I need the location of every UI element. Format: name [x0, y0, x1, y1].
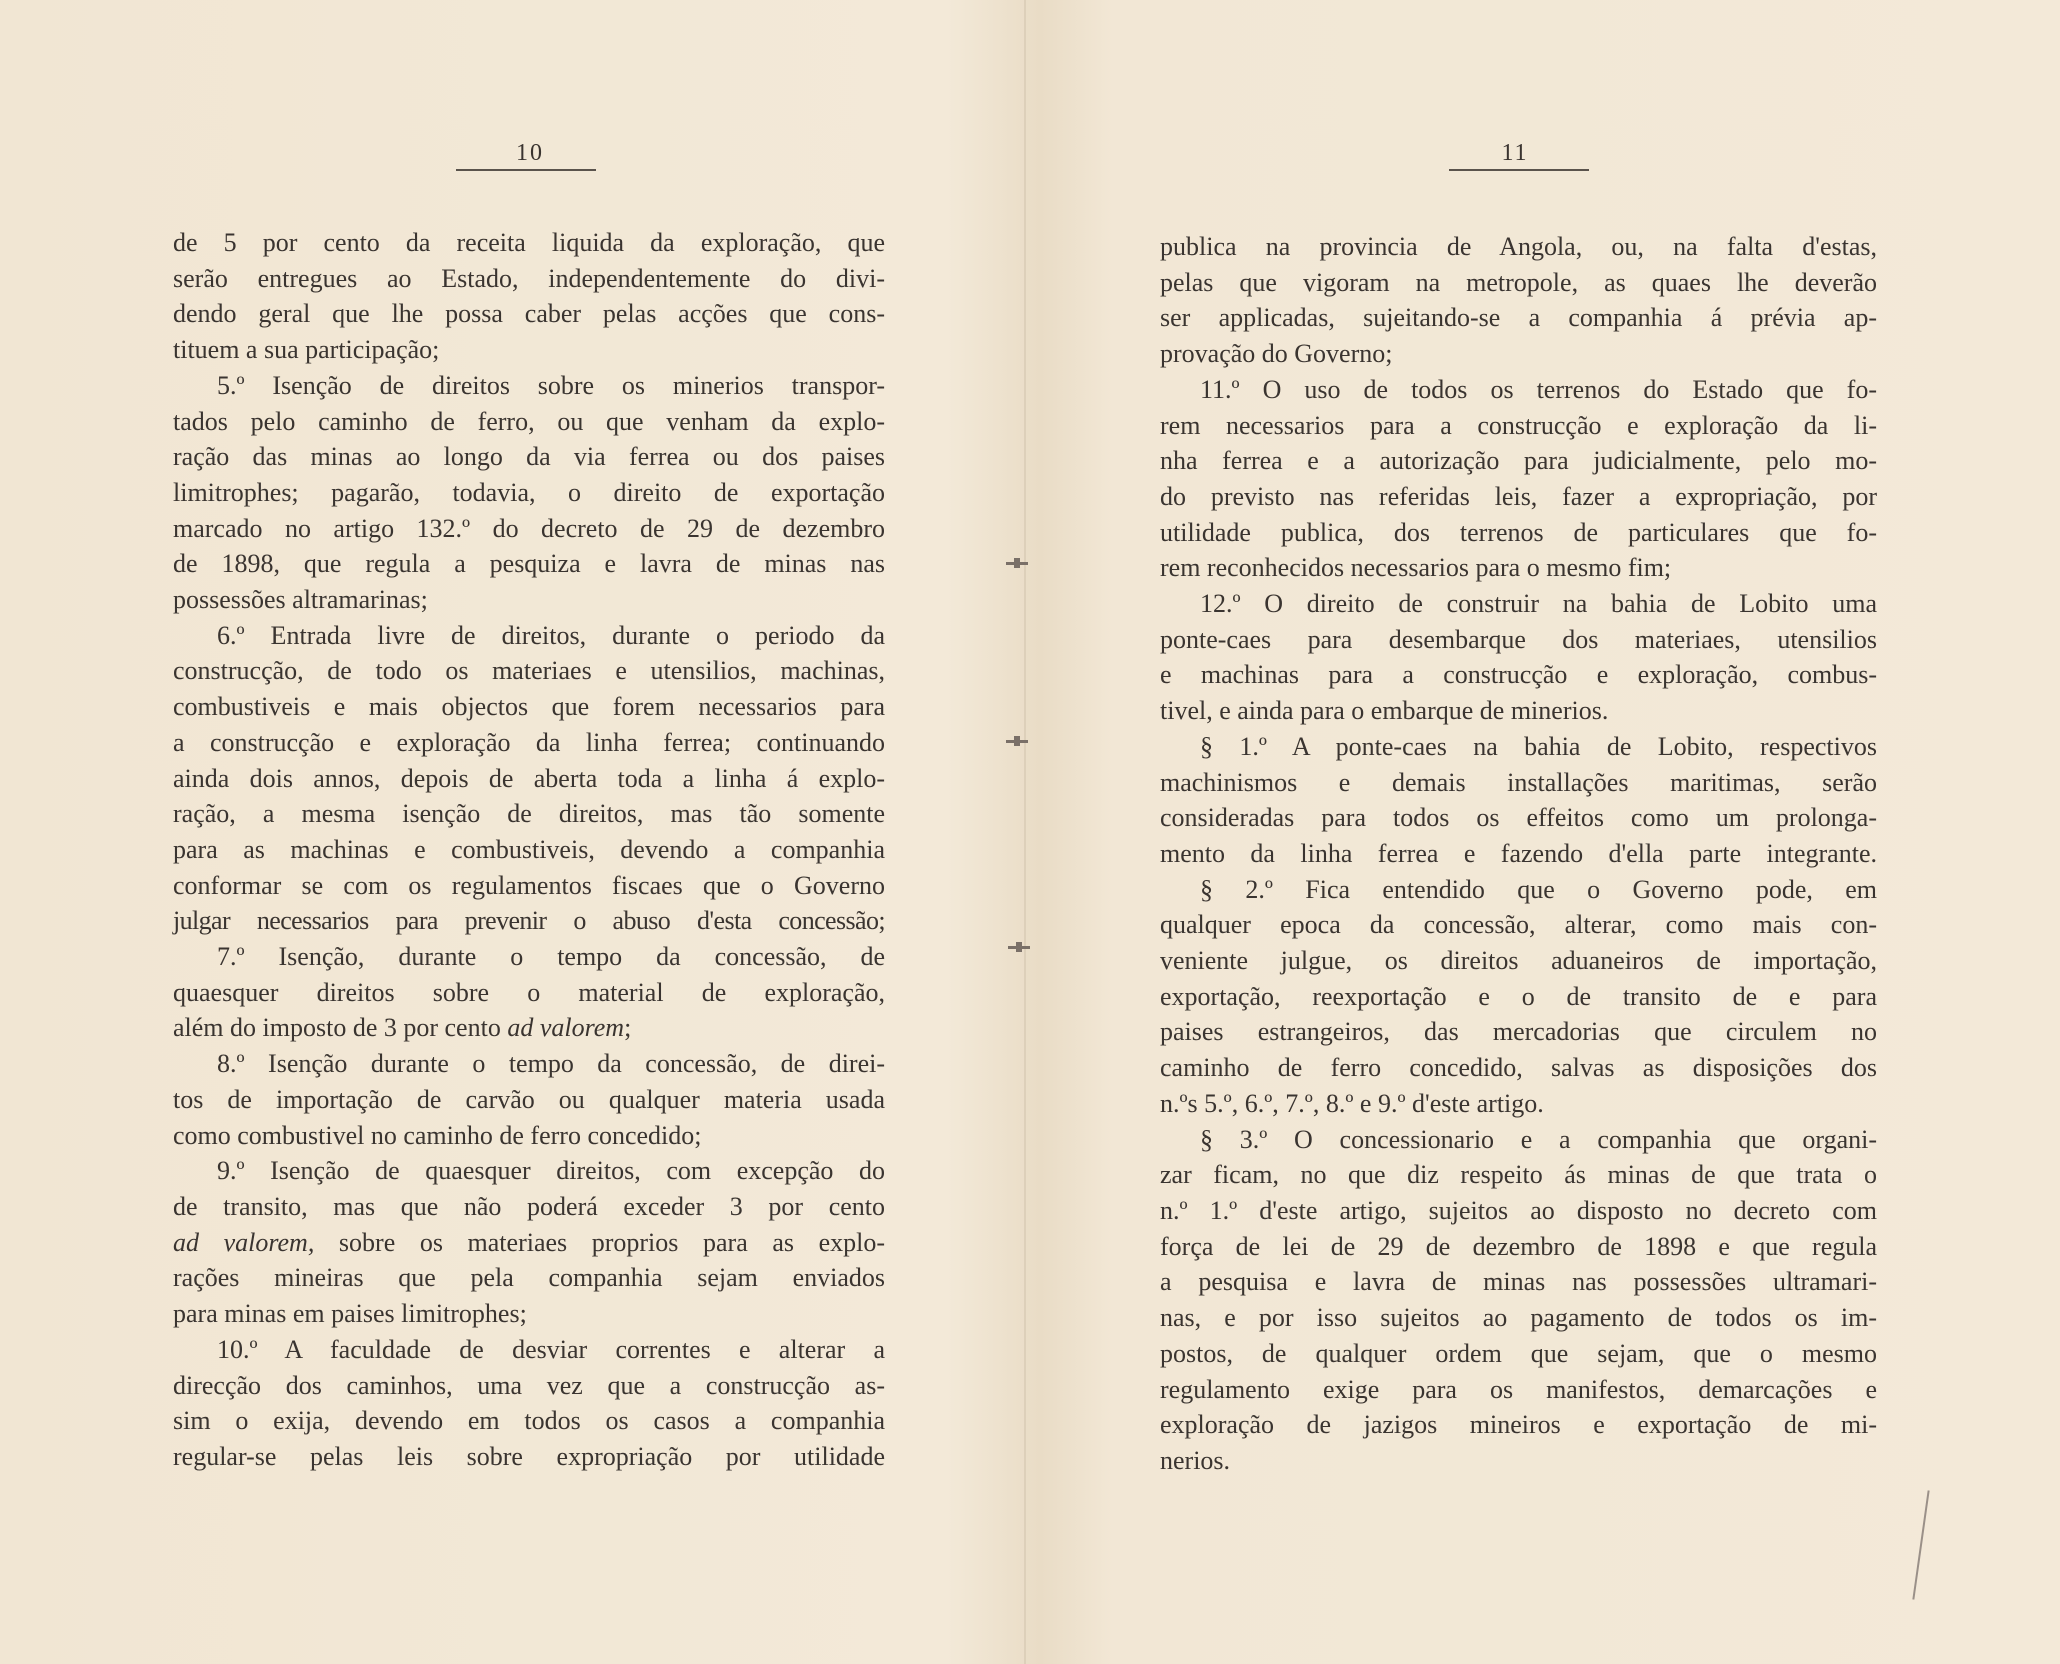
text-line: direcção dos caminhos, uma vez que a construcção as-	[173, 1370, 885, 1400]
text-line: marcado no artigo 132.º do decreto de 29 de dezembro	[173, 513, 885, 543]
text-line: exportação, reexportação e o de transito de e para	[1160, 981, 1877, 1011]
left-page-number: 10	[516, 140, 544, 166]
text-line: machinismos e demais installações maritimas, serão	[1160, 767, 1877, 797]
text-line: tados pelo caminho de ferro, ou que venham da explo-	[173, 406, 885, 436]
right-page-number: 11	[1501, 140, 1529, 166]
text-line	[173, 1225, 885, 1261]
text-line: 8.º Isenção durante o tempo da concessão, de direi-	[217, 1049, 885, 1079]
text-line: a pesquisa e lavra de minas nas possessões ultramari-	[1160, 1267, 1877, 1297]
text-line: zar ficam, no que diz respeito ás minas de que trata o	[1160, 1160, 1877, 1190]
text-line: rem reconhecidos necessarios para o mesmo fim;	[1160, 553, 1672, 583]
text-line: tivel, e ainda para o embarque de minerios.	[1160, 696, 1609, 726]
text-line: de 1898, que regula a pesquiza e lavra de minas nas	[173, 549, 885, 579]
text-line: construcção, de todo os materiaes e utensilios, machinas,	[173, 656, 885, 686]
text-line: sim o exija, devendo em todos os casos a companhia	[173, 1406, 885, 1436]
text-line: mento da linha ferrea e fazendo d'ella parte integrante.	[1160, 838, 1877, 868]
left-page-number-rule	[456, 169, 596, 171]
text-line: para minas em paises limitrophes;	[173, 1299, 527, 1329]
text-line: n.º 1.º d'este artigo, sujeitos ao disposto no decreto com	[1160, 1195, 1877, 1225]
text-line: nas, e por isso sujeitos ao pagamento de todos os im-	[1160, 1303, 1877, 1333]
text-line: força de lei de 29 de dezembro de 1898 e que regula	[1160, 1231, 1877, 1261]
right-page-body	[1160, 229, 1877, 1479]
text-span: sobre os materiaes proprios para as explo-	[338, 1227, 885, 1257]
text-span: além do imposto de 3 por cento	[173, 1013, 501, 1043]
text-line: consideradas para todos os effeitos como um prolonga-	[1160, 803, 1877, 833]
text-line: veniente julgue, os direitos aduaneiros de importação,	[1160, 946, 1877, 976]
text-line: postos, de qualquer ordem que sejam, que o mesmo	[1160, 1338, 1877, 1368]
text-line: pelas que vigoram na metropole, as quaes lhe deverão	[1160, 267, 1877, 297]
text-line: a construcção e exploração da linha ferrea; continuando	[173, 727, 885, 757]
text-line: de transito, mas que não poderá exceder 3 por cento	[173, 1191, 885, 1221]
text-line: conformar se com os regulamentos fiscaes que o Governo	[173, 870, 885, 900]
text-line: ser applicadas, sujeitando-se a companhia á prévia ap-	[1160, 303, 1877, 333]
gutter-fold	[1024, 0, 1026, 1664]
text-line: de 5 por cento da receita liquida da exploração, que	[173, 228, 885, 257]
text-line: exploração de jazigos mineiros e exportação de mi-	[1160, 1410, 1877, 1440]
text-line: para as machinas e combustiveis, devendo a companhia	[173, 834, 885, 864]
text-line: 6.º Entrada livre de direitos, durante o periodo da	[217, 620, 885, 650]
text-line: serão entregues ao Estado, independentemente do divi-	[173, 263, 885, 293]
text-line: § 3.º O concessionario e a companhia que organi-	[1200, 1124, 1877, 1154]
text-line: tos de importação de carvão ou qualquer materia usada	[173, 1084, 885, 1114]
text-line: nha ferrea e a autorização para judicialmente, pelo mo-	[1160, 446, 1877, 476]
text-line: n.ºs 5.º, 6.º, 7.º, 8.º e 9.º d'este artigo.	[1160, 1088, 1544, 1118]
text-line	[173, 1010, 885, 1046]
text-line: julgar necessarios para prevenir o abuso d'esta concessão;	[173, 906, 885, 936]
text-line: 10.º A faculdade de desviar correntes e alterar a	[217, 1334, 885, 1364]
text-line: dendo geral que lhe possa caber pelas acções que cons-	[173, 299, 885, 329]
margin-mark	[1006, 562, 1028, 565]
text-line: possessões altramarinas;	[173, 585, 428, 615]
text-line: ração, a mesma isenção de direitos, mas tão somente	[173, 799, 885, 829]
text-line: utilidade publica, dos terrenos de particulares que fo-	[1160, 517, 1877, 547]
italic-ad-valorem: ad valorem	[507, 1013, 625, 1043]
text-line: § 1.º A ponte-caes na bahia de Lobito, respectivos	[1200, 731, 1877, 761]
text-line: ponte-caes para desembarque dos materiaes, utensilios	[1160, 624, 1877, 654]
text-line: § 2.º Fica entendido que o Governo pode, em	[1200, 874, 1877, 904]
margin-mark	[1008, 946, 1030, 949]
semicolon: ;	[624, 1013, 632, 1043]
text-line: regulamento exige para os manifestos, demarcações e	[1160, 1374, 1877, 1404]
text-line: caminho de ferro concedido, salvas as disposições dos	[1160, 1053, 1877, 1083]
text-line: 7.º Isenção, durante o tempo da concessão, de	[217, 942, 885, 972]
text-line: combustiveis e mais objectos que forem necessarios para	[173, 692, 885, 722]
text-line: como combustivel no caminho de ferro concedido;	[173, 1120, 702, 1150]
text-line: tituem a sua participação;	[173, 335, 440, 365]
margin-mark	[1006, 740, 1028, 743]
text-line: 9.º Isenção de quaesquer direitos, com excepção do	[217, 1156, 885, 1186]
text-line: paises estrangeiros, das mercadorias que circulem no	[1160, 1017, 1877, 1047]
text-line: qualquer epoca da concessão, alterar, como mais con-	[1160, 910, 1877, 940]
text-line: e machinas para a construcção e exploração, combus-	[1160, 660, 1877, 690]
text-line: regular-se pelas leis sobre expropriação por utilidade	[173, 1441, 885, 1471]
text-line: 5.º Isenção de direitos sobre os minerios transpor-	[217, 370, 885, 400]
text-line: nerios.	[1160, 1445, 1231, 1475]
left-page-body	[173, 225, 885, 1475]
text-line: 12.º O direito de construir na bahia de Lobito uma	[1200, 589, 1877, 619]
text-line: publica na provincia de Angola, ou, na falta d'estas,	[1160, 232, 1877, 261]
text-line: do previsto nas referidas leis, fazer a expropriação, por	[1160, 481, 1877, 511]
text-line: provação do Governo;	[1160, 339, 1393, 369]
text-line: ainda dois annos, depois de aberta toda a linha á explo-	[173, 763, 885, 793]
right-page-number-rule	[1449, 169, 1589, 171]
pencil-mark	[1912, 1490, 1929, 1599]
text-line: quaesquer direitos sobre o material de exploração,	[173, 977, 885, 1007]
text-line: limitrophes; pagarão, todavia, o direito de exportação	[173, 477, 885, 507]
text-line: rações mineiras que pela companhia sejam enviados	[173, 1263, 885, 1293]
text-line: ração das minas ao longo da via ferrea ou dos paises	[173, 442, 885, 472]
text-line: 11.º O uso de todos os terrenos do Estado que fo-	[1200, 374, 1877, 404]
text-line: rem necessarios para a construcção e exploração da li-	[1160, 410, 1877, 440]
italic-ad-valorem: ad valorem,	[173, 1227, 315, 1257]
